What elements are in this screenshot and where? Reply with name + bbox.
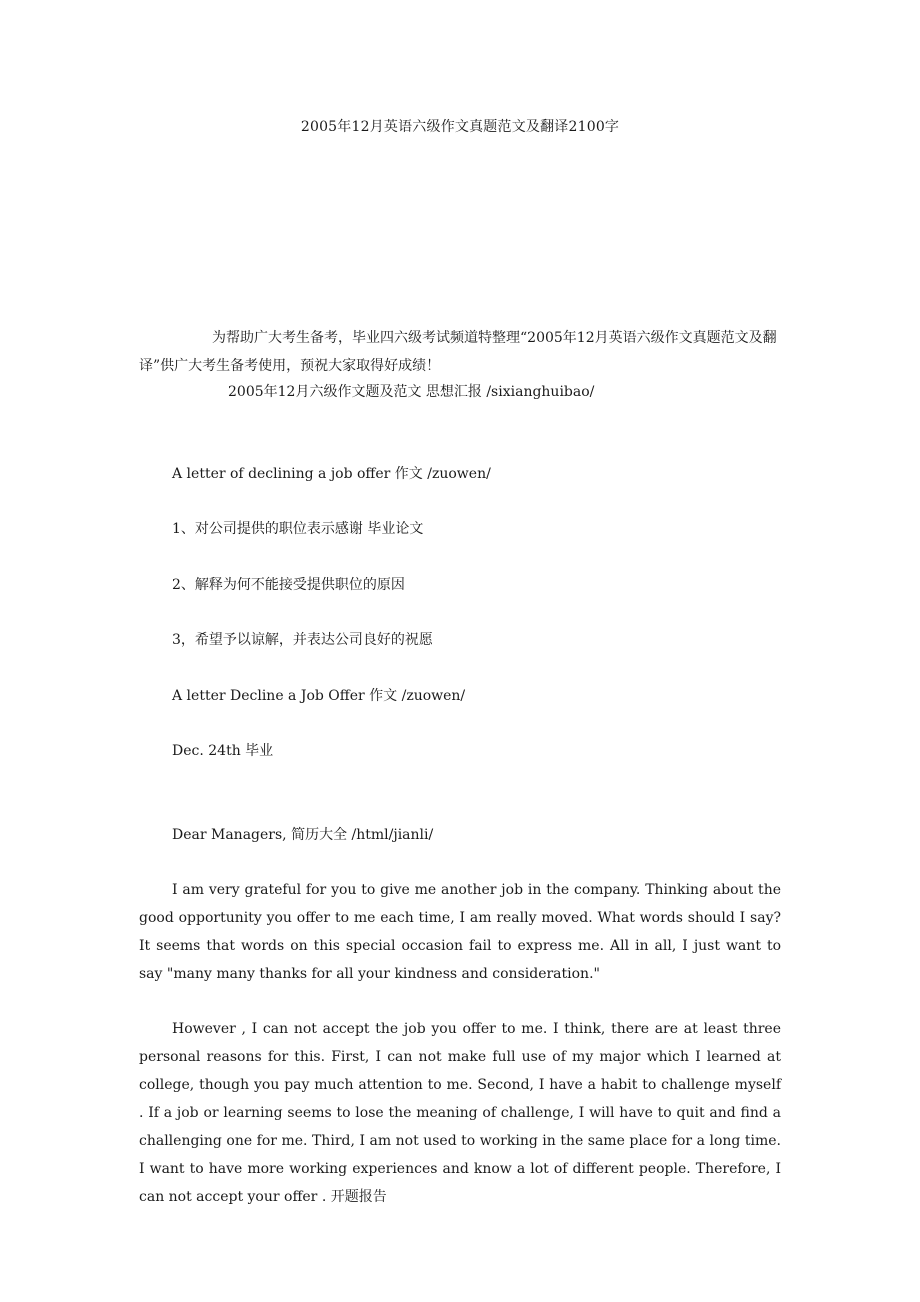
- intro-paragraph: 为帮助广大考生备考，毕业四六级考试频道特整理“2005年12月英语六级作文真题范文及翻译”供广大考生备考使用，预祝大家取得好成绩！: [139, 330, 777, 374]
- body-paragraph-1: I am very grateful for you to give me another job in the company. Thinking about the good opportunity you offer to me each time, I am really moved. What words should I say? It seems that words on this special occasion fail to express me. All in all, I just want to say "many many thanks for all your kindness and consideration.": [139, 882, 781, 982]
- outline-item-1: 1、对公司提供的职位表示感谢 毕业论文: [172, 521, 424, 537]
- outline-item-3: 3，希望予以谅解，并表达公司良好的祝愿: [172, 632, 433, 648]
- outline-item-2: 2、解释为何不能接受提供职位的原因: [172, 577, 405, 593]
- letter-topic-line: A letter of declining a job offer 作文 /zuowen/: [172, 466, 491, 482]
- letter-date-line: Dec. 24th 毕业: [172, 743, 274, 759]
- body-paragraph-2: However , I can not accept the job you offer to me. I think, there are at least three personal reasons for this. First, I can not make full use of my major which I learned at college, though you pay much attention to me. Second, I have a habit to challenge myself . If a job or learning seems to lose the meaning of challenge, I will have to quit and find a challenging one for me. Third, I am not used to working in the same place for a long time. I want to have more working experiences and know a lot of different people. Therefore, I can not accept your offer . 开题报告: [139, 1021, 781, 1205]
- subheading: 2005年12月六级作文题及范文 思想汇报 /sixianghuibao/: [228, 384, 595, 400]
- letter-heading-line: A letter Decline a Job Offer 作文 /zuowen/: [172, 688, 466, 704]
- document-title: 2005年12月英语六级作文真题范文及翻译2100字: [300, 119, 620, 135]
- letter-salutation: Dear Managers, 简历大全 /html/jianli/: [172, 827, 434, 843]
